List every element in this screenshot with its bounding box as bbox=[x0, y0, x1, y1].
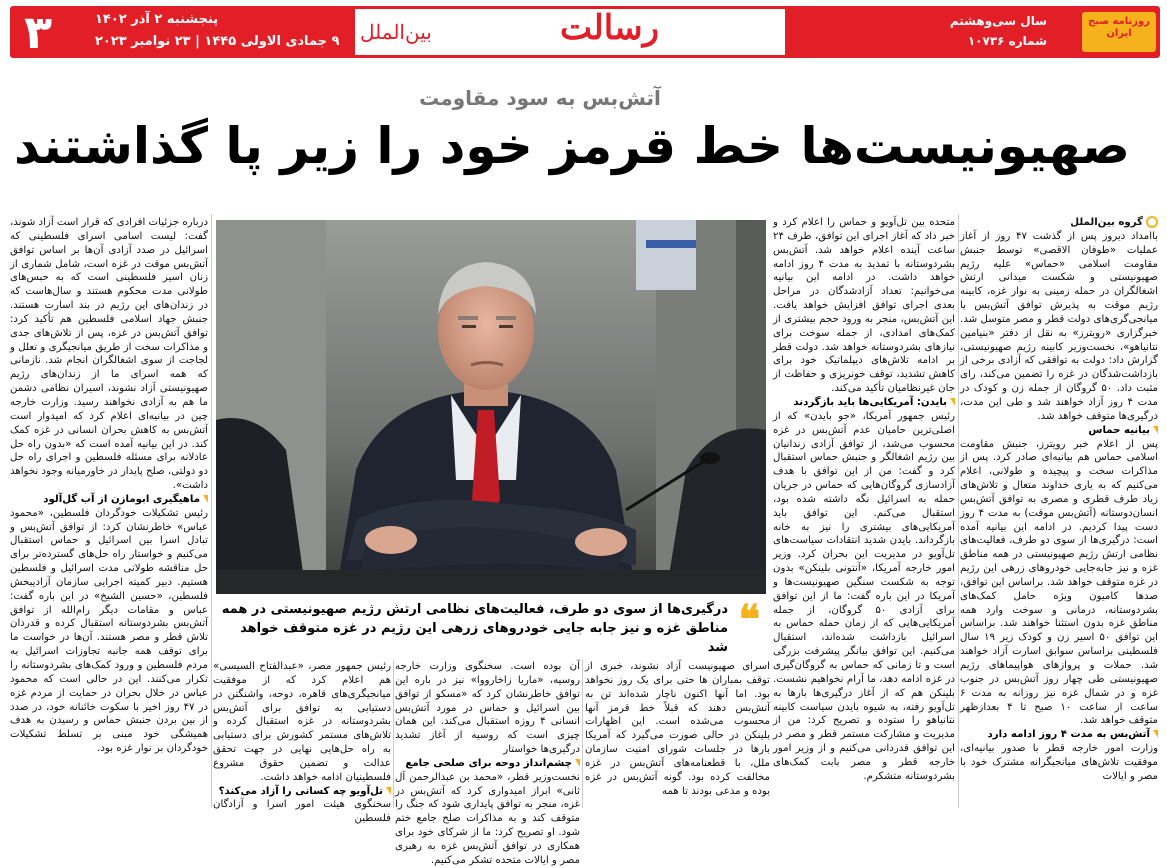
article-column-2 bbox=[773, 216, 955, 782]
paragraph: درباره جزئیات افرادی که قرار است آزاد شوند، گفت: لیست اسامی اسرای فلسطینی که اسرائیل در صدد آزادی آن‌ها بر اساس توافق آتش‌بس موقت در غزه است، شامل شماری از زنان اسیر فلسطینی است که به حبس‌های طولانی مدت محکوم هستند و سال‌هاست که در زندان‌های این رژیم در بند اسارت هستند. جنبش جهاد اسلامی فلسطین هم تأکید کرد: توافق آتش‌بس در غزه، پس از تلاش‌های جدی و مذاکرات سخت از طریق میانجیگری و تعلل و لجاجت از سوی اشغالگران انجام شد. نازمانی که همه اسرای ما از زندان‌های رژیم صهیونیستی آزاد نشوند، اسیران نظامی دشمن ما هم به آزادی نخواهند رسید. وزارت خارجه چین در بیانیه‌ای اعلام کرد که امیدوار است آتش‌بس به کاهش بحران انسانی در غزه کمک کند. در این بیانیه آمده است که «بدون راه حل عادلانه برای مسئله فلسطین و اجرای راه حل دو دولتی، صلح پایدار در خاورمیانه وجود نخواهد داشت». bbox=[10, 217, 208, 492]
paragraph: سخنگوی هیئت امور اسرا و آزادگان فلسطین bbox=[213, 799, 391, 825]
paragraph: نخست‌وزیر قطر، «محمد بن عبدالرحمن آل ثانی» ابراز امیدواری کرد که آتش‌بس در غزه، منجر به توافق پایداری شود که جنگ را متوقف کند و به مذاکرات صلح جامع ختم شود. او تصریح کرد: ما از شرکای خود برای همکاری در توافق آتش‌بس غزه به رهبری مصر و ایالات متحده تشکر می‌کنیم. bbox=[395, 771, 580, 866]
article-bottom-column-1 bbox=[585, 660, 770, 808]
article-kicker: آتش‌بس به سود مقاومت bbox=[419, 86, 661, 110]
article-headline: صهیونیست‌ها خط قرمز خود را زیر پا گذاشتند bbox=[14, 117, 1130, 175]
column-divider bbox=[393, 660, 394, 808]
paragraph: رئیس جمهور مصر، «عبدالفتاح السیسی» هم اعلام کرد که از موفقیت میانجیگری‌های قاهره، دوحه، واشنگتن در دستیابی به توافق برای آتش‌بس بشردوستانه در غزه استقبال کرده و تلاش‌های مستمر کشورش برای دستیابی به راه حل‌هایی نهایی در جهت تحقق عدالت و تضمین حقوق مشروع فلسطینیان ادامه خواهد داشت. bbox=[213, 661, 391, 783]
subheading-hamas-statement: بیانیه حماس bbox=[960, 424, 1158, 438]
column-divider bbox=[582, 660, 583, 808]
paragraph: متحده بین تل‌آویو و حماس را اعلام کرد و خبر داد که آغاز اجرای این توافق، طرف ۲۴ ساعت آینده اعلام خواهد شد. آتش‌بس بشردوستانه با تمدید به مدت ۴ روز ادامه خواهد داشت. در ادامه این بیانیه می‌خوانیم: تعداد آزادشدگان در مراحل بعدی اجرای توافق افزایش خواهد یافت. این آتش‌بس، منجر به ورود حجم بیشتری از کمک‌های امدادی، از جمله سوخت برای نیازهای بشردوستانه خواهد شد. دولت قطر بر ادامه تلاش‌های دیپلماتیک خود برای کاهش تشدید، توقف خونریزی و حفاظت از جان غیرنظامیان تأکید می‌کند. bbox=[773, 217, 955, 395]
date-persian: پنجشنبه ۲ آذر ۱۴۰۲ bbox=[95, 12, 219, 27]
issue-number: شماره ۱۰۷۳۶ bbox=[967, 34, 1047, 48]
newspaper-logo-text: روزنامه صبح ایران bbox=[1088, 16, 1150, 39]
subheading-abu-mazen: ماهیگیری ابومازن از آب گل‌آلود bbox=[10, 493, 208, 507]
section-name: بین‌الملل bbox=[360, 20, 432, 44]
paragraph: باامداد دیروز پس از گذشت ۴۷ روز از آغاز عملیات «طوفان الاقصی» توسط جنبش مقاومت اسلامی «حماس» علیه رژیم صهیونیستی و شکست میدانی ارتش اشغالگران در حمله زمینی به نوار غزه، کابینه رژیم موقت به پذیرش توافق آتش‌بس با میانجی‌گری‌های دولت قطر و مصر متوسل شد. خبرگزاری «رویترز» به نقل از دفتر «بنیامین نتانیاهو»، نخست‌وزیر کابینه رژیم صهیونیستی، گزارش داد: دولت به توافقی که آزادی برخی از بازداشت‌شدگان در غزه را تضمین می‌کند، رای مثبت داد. ۵۰ گروگان از جمله زن و کودک در مدت ۴ روز آزاد خواهند شد و طی این مدت، درگیری‌ها متوقف خواهد شد. bbox=[960, 230, 1159, 422]
subheading-ceasefire-duration: آتش‌بس به مدت ۴ روز ادامه دارد bbox=[960, 728, 1158, 742]
paragraph: آن بوده است. سخنگوی وزارت خارجه روسیه، «ماریا زاخارووا» نیز در باره این توافق خاطرنشان کرد که «مسکو از توافق بین اسرائیل و حماس در مورد آتش‌بس انسانی ۴ روزه استقبال می‌کند. این همان چیزی است که روسیه از آغاز تشدید درگیری‌ها خواستار bbox=[395, 661, 580, 756]
article-bottom-column-2 bbox=[395, 660, 580, 866]
byline: گروه بین‌الملل bbox=[960, 216, 1158, 230]
paragraph: اسرای صهیونیست آزاد نشوند، خبری از توقف بمباران ها حتی برای یک روز نخواهد بود. اما آنها اکنون ناچار شده‌اند تن به آتش‌بس دهند که قبلاً خط قرمز آنها محسوب می‌شده است. این اظهارات بلینکن در حالی صورت می‌گیرد که آمریکا بارها در جلسات شورای امنیت سازمان ملل، با قطعنامه‌های آتش‌بس در غزه مخالفت کرده بود. گونه آتش‌بس در غزه بوده و مدعی بودند تا همه bbox=[585, 661, 770, 797]
paragraph: رئیس تشکیلات خودگردان فلسطین، «محمود عباس» خاطرنشان کرد: از توافق آتش‌بس و تبادل اسرا بین اسرائیل و حماس استقبال می‌کنیم و خواستار راه حل‌های گسترده‌تر برای حل مناقشه طولانی مدت اسرائیل و فلسطین هستیم. دبیر کمیته اجرایی سازمان آزادیبخش فلسطین، «حسین الشیخ» در این باره گفت: عباس و مقامات دیگر رام‌الله از توافق آتش‌بس بشردوستانه استقبال کرده و قدردان تلاش قطر و مصر هستند. آن‌ها در خواست ما برای توقف همه جانبه تجاوزات اسرائیل به مردم فلسطین و ورود کمک‌های بشردوستانه را تکرار می‌کنند. این در حالی است که محمود عباس در خلال بحران در حمایت از مردم غزه در ۴۷ روز اخیر با سکوت خائنانه خود، در صدد از بین بردن جنبش حماس و رسیدن به هدف همیشگی خود مبنی بر تسلط تشکیلات خودگردان بر نوار غزه بود. bbox=[10, 507, 208, 755]
article-column-3 bbox=[10, 216, 208, 808]
article-bottom-column-3 bbox=[213, 660, 391, 825]
paragraph: پس از اعلام خبر رویترز، جنبش مقاومت اسلامی حماس هم بیانیه‌ای صادر کرد. پس از مذاکرات سخت و پیچیده و طولانی، اعلام می‌کنیم که به یاری خداوند متعال و تلاش‌های زیاد طرف قطری و مصری به توافق آتش‌بس انسان‌دوستانه (آتش‌بس موقت) به مدت ۴ روز دست پیدا کردیم. در ادامه این بیانیه آمده است: درگیری‌ها از سوی دو طرف، فعالیت‌های نظامی ارتش رژیم صهیونیستی در همه مناطق غزه و نیز جابه‌جایی خودروهای زرهی این رژیم در غزه متوقف خواهد شد. براساس این توافق، صدها کامیون ویژه حامل کمک‌های بشردوستانه، درمانی و سوخت وارد همه مناطق غزه بدون استثنا خواهند شد. براساس این توافق ۵۰ اسیر زن و کودک زیر ۱۹ سال فلسطینی براساس سوابق اسارت آزاد خواهند شد. حملات و پروازهای هواپیماهای رژیم صهیونیستی طی چهار روز آتش‌بس در جنوب غزه و در شمال غزه نیز روزانه به مدت ۶ ساعت از ساعت ۱۰ صبح تا ۴ بعدازظهر متوقف خواهد شد. bbox=[960, 438, 1158, 727]
page-number: ۳ bbox=[24, 5, 53, 59]
photo-illustration bbox=[216, 220, 766, 594]
column-divider bbox=[211, 214, 212, 808]
subheading-doha: چشم‌انداز دوحه برای صلحی جامع bbox=[395, 757, 580, 771]
article-column-1 bbox=[960, 216, 1158, 808]
caption-text: درگیری‌ها از سوی دو طرف، فعالیت‌های نظامی ارتش رژیم صهیونیستی در همه مناطق غزه و نیز جابه جایی خودروهای زرهی این رژیم در غزه متوقف خواهد شد bbox=[221, 602, 728, 655]
paragraph: وزارت امور خارجه قطر با صدور بیانیه‌ای، موفقیت تلاش‌های میانجیگرانه مشترک خود با مصر و ایالات bbox=[960, 743, 1158, 782]
column-divider bbox=[958, 214, 959, 808]
masthead bbox=[0, 0, 1167, 64]
quote-mark-icon: ❝ bbox=[738, 596, 760, 643]
photo-caption bbox=[216, 596, 766, 655]
date-hijri-gregorian: ۹ جمادی الاولی ۱۴۴۵ | ۲۳ نوامبر ۲۰۲۳ bbox=[95, 34, 340, 49]
subheading-tel-aviv-release: تل‌آویو چه کسانی را آزاد می‌کند؟ bbox=[213, 785, 391, 799]
year-label: سال سی‌وهشتم bbox=[949, 14, 1047, 28]
brand-logo-text: رسالت bbox=[560, 8, 660, 48]
paragraph: رئیس جمهور آمریکا، «جو بایدن» که از اصلی‌ترین حامیان عدم آتش‌بس در غزه محسوب می‌شد، از توافق آزادی زندانیان بین رژیم اشغالگر و جنبش حماس استقبال کرد و گفت: من از این توافق با هدف آزادسازی گروگان‌هایی که حماس در جریان حمله به اسرائیل نگه داشته شده بود، استقبال می‌کنم. این توافق باید آمریکایی‌های بیشتری را نیز به خانه بازگرداند. بایدن شدید انتقادات سیاست‌های تل‌آویو در مدیریت این بحران کرد. وزیر امور خارجه آمریکا، «آنتونی بلینکن» بدون توجه به شکست سنگین صهیونیست‌ها و آمریکا در این باره گفت: ما از این توافق برای آزادی ۵۰ گروگان، از جمله آمریکایی‌هایی که از زمان حمله حماس به اسرائیل بازداشت شده‌اند، استقبال می‌کنیم. این توافق بیانگر پیشرفت بزرگی است و تا زمانی که حماس به گروگان‌گیری در غزه ادامه دهد، ما آرام نخواهیم نشست. بلینکن هم که از آغاز درگیری‌ها بارها به تل‌آویو رفته، به شیوه بایدن سیاست کابینه نتانیاهو را ستوده و تصریح کرد: من از مدیریت و مشارکت مستمر قطر و مصر در این توافق قدردانی می‌کنیم و از وزیر امور خارجه قطر و مصر بابت کمک‌های بشردوستانه متشکرم. bbox=[773, 410, 955, 782]
subheading-biden: بایدن: آمریکایی‌ها باید بازگردند bbox=[773, 396, 955, 410]
article-photo bbox=[216, 220, 766, 594]
